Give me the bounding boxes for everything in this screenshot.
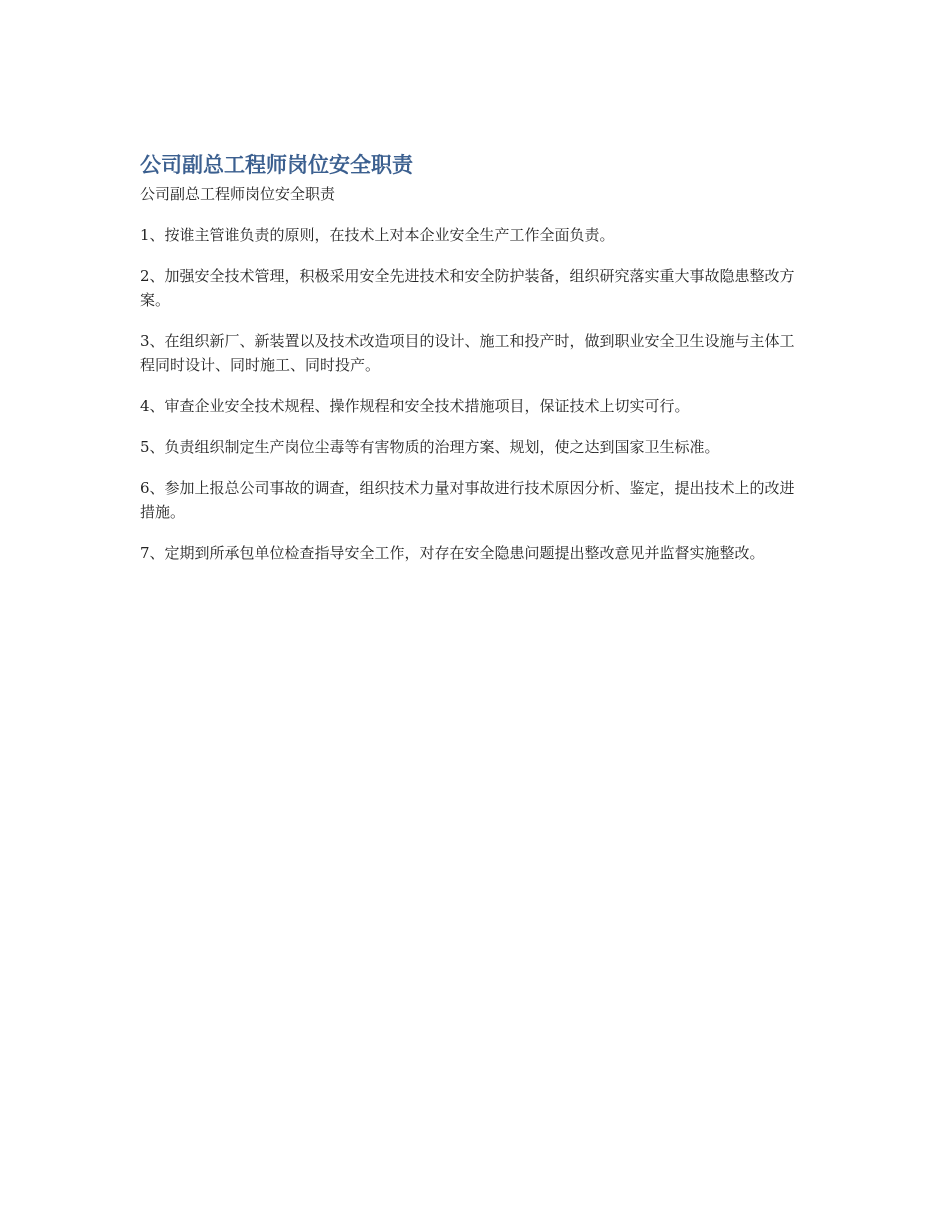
responsibility-item-6: 6、参加上报总公司事故的调查，组织技术力量对事故进行技术原因分析、鉴定，提出技术上的改进措施。 — [140, 479, 795, 521]
responsibility-item-5: 5、负责组织制定生产岗位尘毒等有害物质的治理方案、规划，使之达到国家卫生标准。 — [140, 438, 720, 456]
responsibility-item-4: 4、审查企业安全技术规程、操作规程和安全技术措施项目，保证技术上切实可行。 — [140, 397, 690, 415]
responsibility-item-2: 2、加强安全技术管理，积极采用安全先进技术和安全防护装备，组织研究落实重大事故隐患整改方案。 — [140, 267, 795, 309]
responsibility-list — [140, 223, 802, 565]
responsibility-item-1: 1、按谁主管谁负责的原则，在技术上对本企业安全生产工作全面负责。 — [140, 226, 615, 244]
document-content — [140, 150, 802, 582]
responsibility-item-3: 3、在组织新厂、新装置以及技术改造项目的设计、施工和投产时，做到职业安全卫生设施与主体工程同时设计、同时施工、同时投产。 — [140, 332, 795, 374]
document-subtitle: 公司副总工程师岗位安全职责 — [140, 185, 336, 203]
responsibility-item-7: 7、定期到所承包单位检查指导安全工作，对存在安全隐患问题提出整改意见并监督实施整改。 — [140, 544, 765, 562]
document-title: 公司副总工程师岗位安全职责 — [140, 153, 413, 177]
